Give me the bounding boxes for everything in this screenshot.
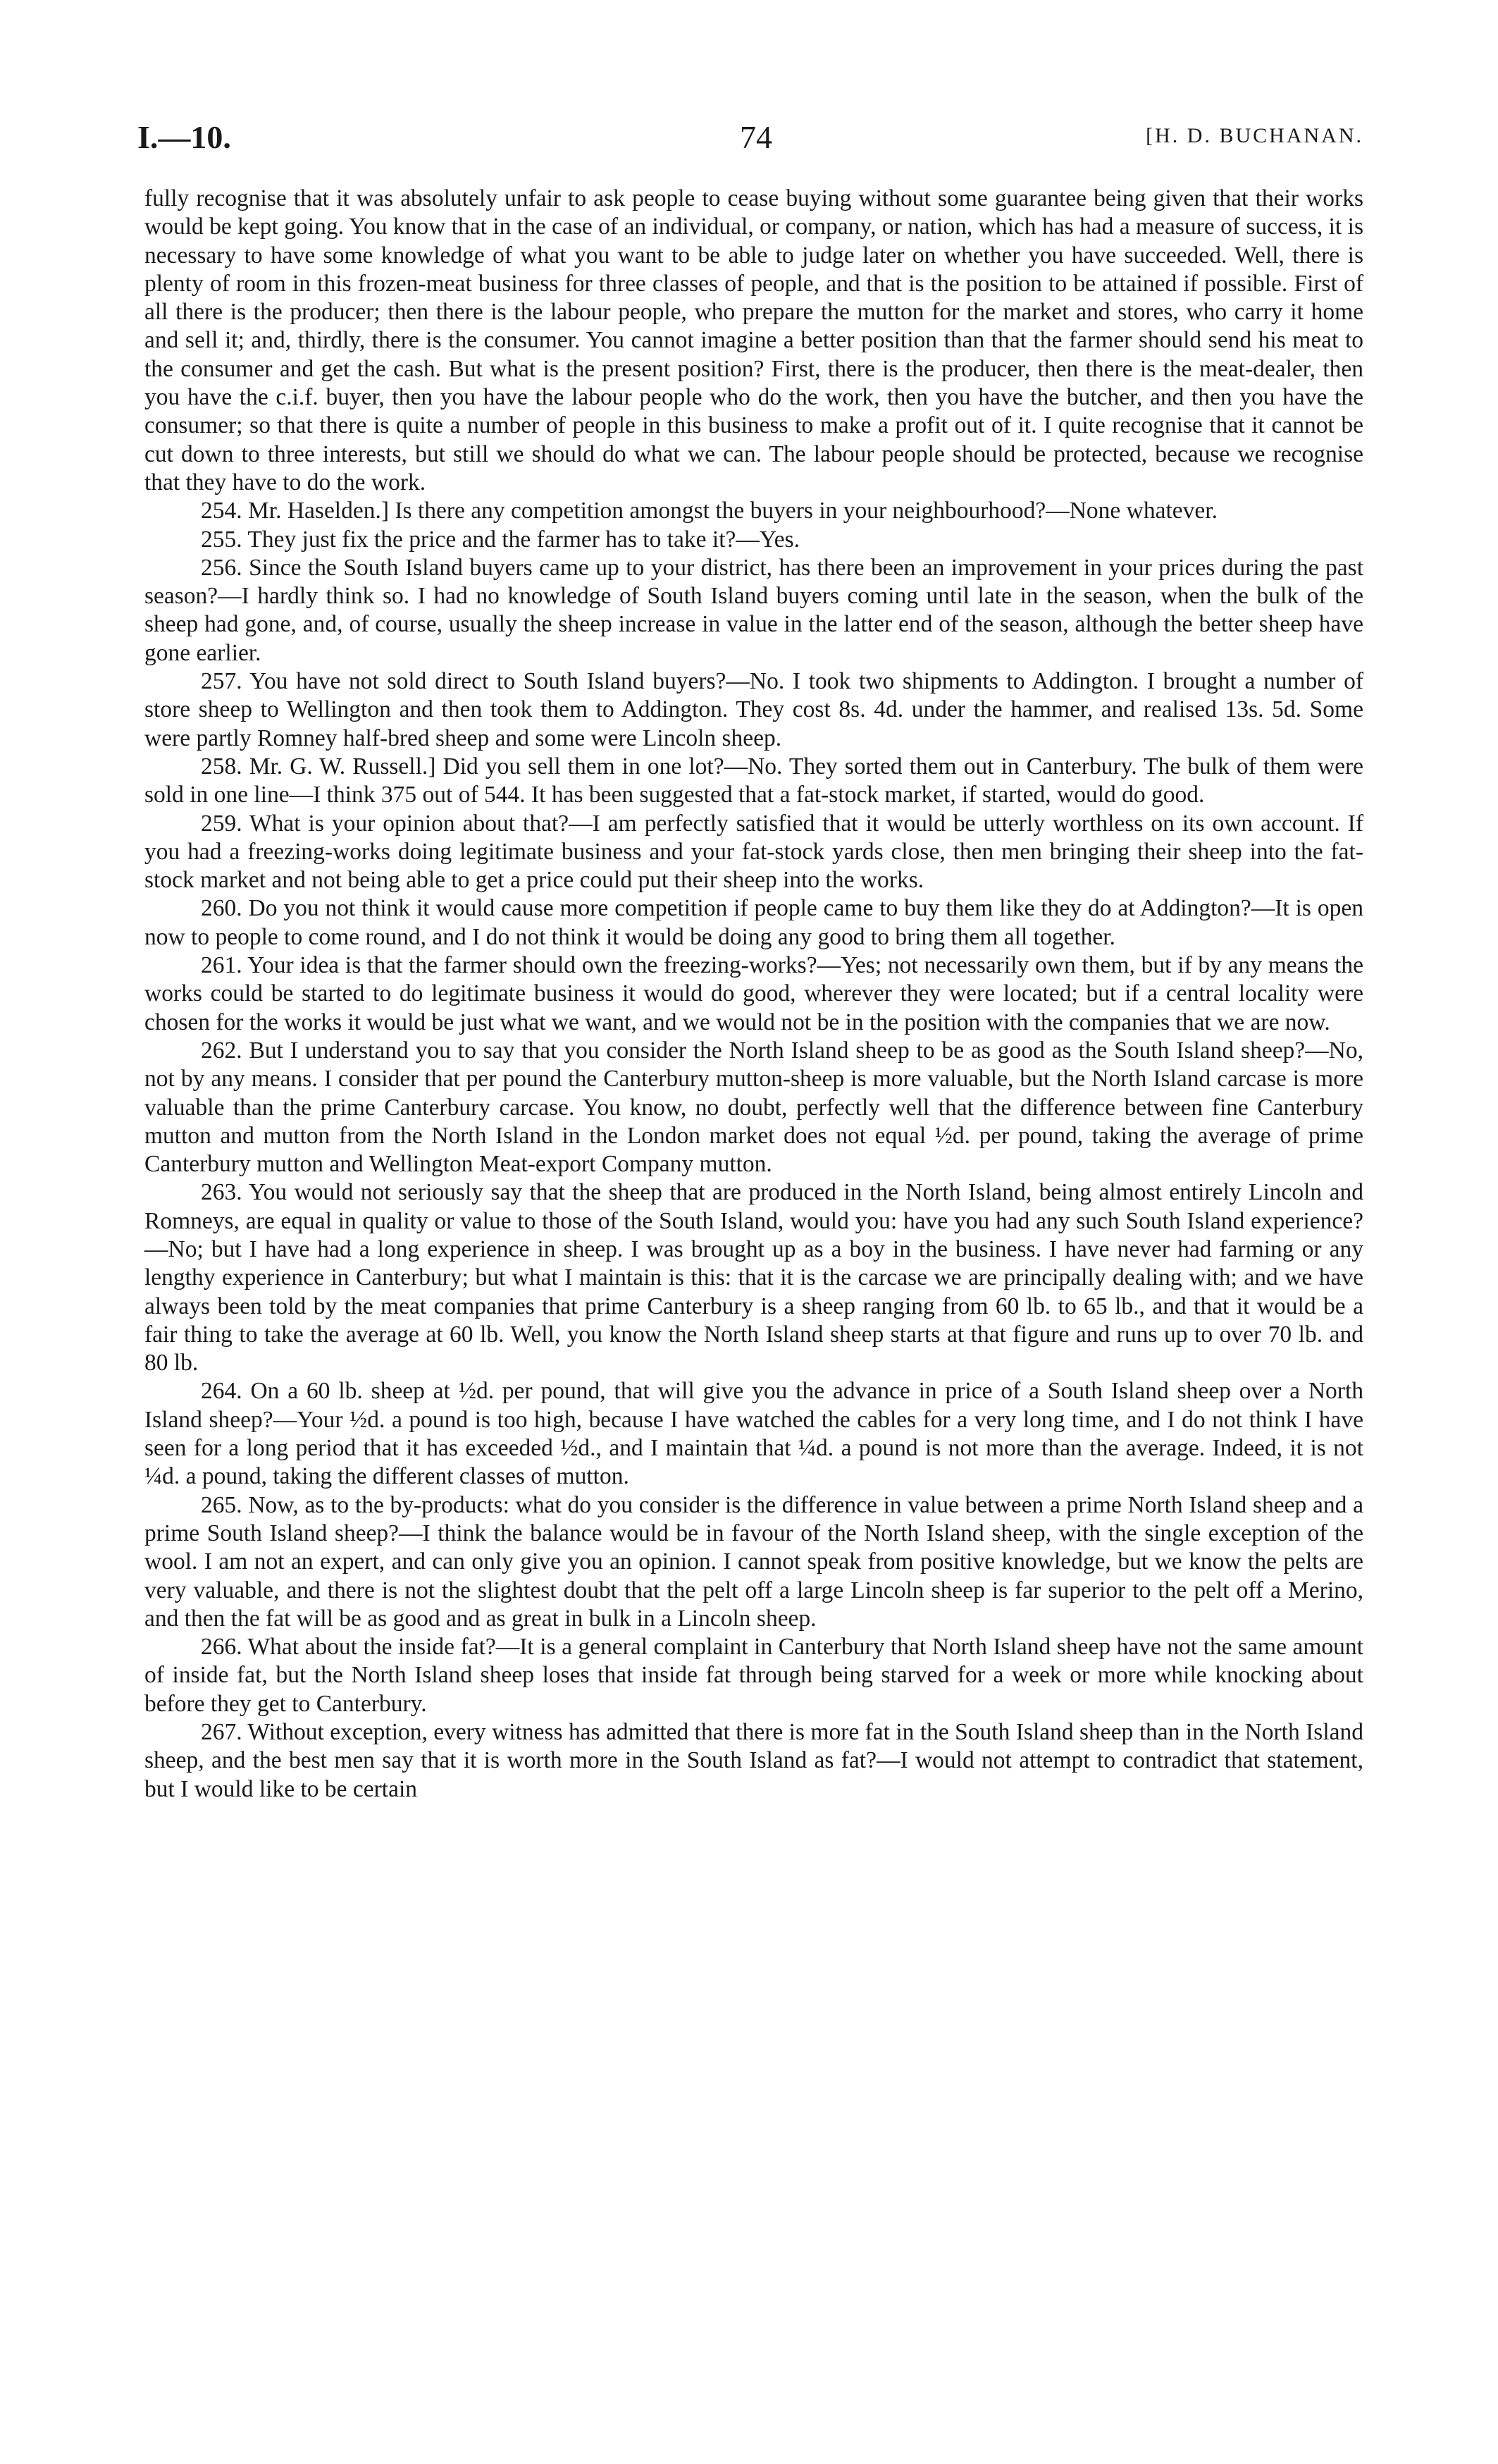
question-256: 256. Since the South Island buyers came up to your district, has there been an improvement in your prices during the past season?—I hardly think so. I had no knowledge of South Island buyers coming until late in the season, when the bulk of the sheep had gone, and, of course, usually the sheep increase in value in the latter end of the season, although the better sheep have gone earlier.	[144, 554, 1363, 666]
question-263: 263. You would not seriously say that the sheep that are produced in the North Island, being almost entirely Lincoln and Romneys, are equal in quality or value to those of the South Island, would you: have you had any such South Island experience?—No; but I have had a long experience in sheep. I was brought up as a boy in the business. I have never had farming or any lengthy experience in Canterbury; but what I maintain is this: that it is the carcase we are principally dealing with; and we have always been told by the meat companies that prime Canterbury is a sheep ranging from 60 lb. to 65 lb., and that it would be a fair thing to take the average at 60 lb. Well, you know the North Island sheep starts at that figure and runs up to over 70 lb. and 80 lb.	[144, 1179, 1363, 1376]
question-267: 267. Without exception, every witness has admitted that there is more fat in the South Island sheep than in the North Island sheep, and the best men say that it is worth more in the South Island as fat?—I would not attempt to contradict that statement, but I would like to be certain	[144, 1719, 1363, 1802]
question-260: 260. Do you not think it would cause more competition if people came to buy them like they do at Addington?—It is open now to people to come round, and I do not think it would be doing any good to bring them all together.	[144, 895, 1363, 950]
question-264: 264. On a 60 lb. sheep at ½d. per pound, that will give you the advance in price of a South Island sheep over a North Island sheep?—Your ½d. a pound is too high, because I have watched the cables for a very long time, and I do not think I have seen for a long period that it has exceeded ½d., and I maintain that ¼d. a pound is not more than the average. Indeed, it is not ¼d. a pound, taking the different classes of mutton.	[144, 1378, 1363, 1490]
question-265: 265. Now, as to the by-products: what do you consider is the difference in value between a prime North Island sheep and a prime South Island sheep?—I think the balance would be in favour of the North Island sheep, with the single exception of the wool. I am not an expert, and can only give you an opinion. I cannot speak from positive knowledge, but we know the pelts are very valuable, and there is not the slightest doubt that the pelt off a large Lincoln sheep is far superior to the pelt off a Merino, and then the fat will be as good and as great in bulk in a Lincoln sheep.	[144, 1491, 1363, 1632]
page-number: 74	[740, 119, 772, 155]
page-body	[144, 185, 1363, 1804]
page-header	[137, 118, 1363, 168]
question-255: 255. They just fix the price and the farmer has to take it?—Yes.	[201, 526, 800, 553]
question-254: 254. Mr. Haselden.] Is there any competition amongst the buyers in your neighbourhood?—None whatever.	[201, 498, 1218, 524]
question-261: 261. Your idea is that the farmer should own the freezing-works?—Yes; not necessarily own them, but if by any means the works could be started to do legitimate business it would do good, wherever they were located; but if a central locality were chosen for the works it would be just what we want, and we would not be in the position with the companies that we are now.	[144, 952, 1363, 1035]
witness-name: [H. D. BUCHANAN.	[1146, 124, 1363, 147]
question-262: 262. But I understand you to say that you consider the North Island sheep to be as good as the South Island sheep?—No, not by any means. I consider that per pound the Canterbury mutton-sheep is more valuable, but the North Island carcase is more valuable than the prime Canterbury carcase. You know, no doubt, perfectly well that the difference between fine Canterbury mutton and mutton from the North Island in the London market does not equal ½d. per pound, taking the average of prime Canterbury mutton and Wellington Meat-export Company mutton.	[144, 1037, 1363, 1178]
question-259: 259. What is your opinion about that?—I am perfectly satisfied that it would be utterly worthless on its own account. If you had a freezing-works doing legitimate business and your fat-stock yards close, then men bringing their sheep into the fat-stock market and not being able to get a price could put their sheep into the works.	[144, 810, 1363, 894]
document-reference: I.—10.	[137, 119, 231, 155]
paragraph-continued: fully recognise that it was absolutely unfair to ask people to cease buying without some guarantee being given that their works would be kept going. You know that in the case of an individual, or company, or nation, which has had a measure of success, it is necessary to have some knowledge of what you want to be able to judge later on whether you have succeeded. Well, there is plenty of room in this frozen-meat business for three classes of people, and that is the position to be attained if possible. First of all there is the producer; then there is the labour people, who prepare the mutton for the market and stores, who carry it home and sell it; and, thirdly, there is the consumer. You cannot imagine a better position than that the farmer should send his meat to the consumer and get the cash. But what is the present position? First, there is the producer, then there is the meat-dealer, then you have the c.i.f. buyer, then you have the labour people who do the work, then you have the butcher, and then you have the consumer; so that there is quite a number of people in this business to make a profit out of it. I quite recognise that it cannot be cut down to three interests, but still we should do what we can. The labour people should be protected, because we recognise that they have to do the work.	[144, 185, 1363, 495]
question-258: 258. Mr. G. W. Russell.] Did you sell them in one lot?—No. They sorted them out in Canterbury. The bulk of them were sold in one line—I think 375 out of 544. It has been suggested that a fat-stock market, if started, would do good.	[144, 753, 1363, 808]
question-257: 257. You have not sold direct to South Island buyers?—No. I took two shipments to Addington. I brought a number of store sheep to Wellington and then took them to Addington. They cost 8s. 4d. under the hammer, and realised 13s. 5d. Some were partly Romney half-bred sheep and some were Lincoln sheep.	[144, 668, 1363, 751]
question-266: 266. What about the inside fat?—It is a general complaint in Canterbury that North Island sheep have not the same amount of inside fat, but the North Island sheep loses that inside fat through being starved for a week or more while knocking about before they get to Canterbury.	[144, 1634, 1363, 1717]
